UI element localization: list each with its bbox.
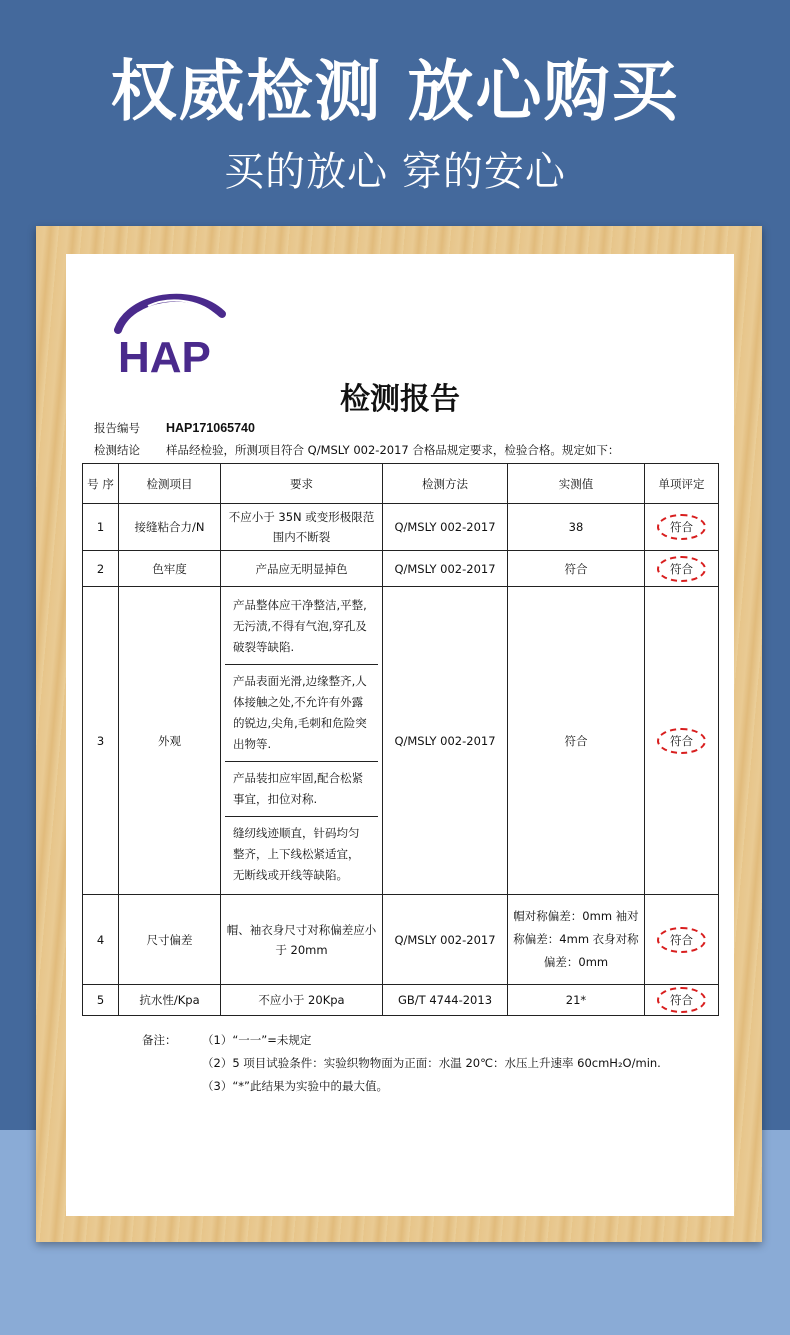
row-no: 5 xyxy=(83,985,119,1016)
requirement-sub-item: 产品整体应干净整洁,平整,无污渍,不得有气泡,穿孔及破裂等缺陷. xyxy=(225,589,378,665)
col-header-no: 号 序 xyxy=(83,464,119,504)
row-item: 抗水性/Kpa xyxy=(119,985,221,1016)
row-verdict-cell xyxy=(645,985,719,1016)
banner-headline: 权威检测 放心购买 xyxy=(110,53,680,130)
pass-stamp: 符合 xyxy=(657,987,706,1013)
hap-logo xyxy=(110,284,230,380)
row-requirement: 不应小于 20Kpa xyxy=(221,985,383,1016)
row-method: Q/MSLY 002-2017 xyxy=(383,895,508,985)
row-no: 3 xyxy=(83,587,119,895)
row-verdict-cell xyxy=(645,895,719,985)
table-row xyxy=(83,551,719,587)
row-requirement-list xyxy=(221,587,383,895)
wooden-frame xyxy=(36,226,762,1242)
row-verdict-cell xyxy=(645,551,719,587)
report-number-value: HAP171065740 xyxy=(166,421,255,435)
row-verdict-cell xyxy=(645,587,719,895)
banner-subline: 买的放心 穿的安心 xyxy=(224,149,566,195)
pass-stamp: 符合 xyxy=(657,556,706,582)
row-verdict-cell xyxy=(645,504,719,551)
row-value: 38 xyxy=(508,504,645,551)
col-header-item: 检测项目 xyxy=(119,464,221,504)
row-no: 1 xyxy=(83,504,119,551)
table-row xyxy=(83,587,719,895)
test-results-table xyxy=(82,463,719,1016)
row-method: Q/MSLY 002-2017 xyxy=(383,504,508,551)
row-method: Q/MSLY 002-2017 xyxy=(383,551,508,587)
row-item: 色牢度 xyxy=(119,551,221,587)
report-paper xyxy=(66,254,734,1216)
row-method: GB/T 4744-2013 xyxy=(383,985,508,1016)
pass-stamp: 符合 xyxy=(657,728,706,754)
col-header-value: 实测值 xyxy=(508,464,645,504)
conclusion-line xyxy=(94,442,619,458)
col-header-verdict: 单项评定 xyxy=(645,464,719,504)
row-item: 尺寸偏差 xyxy=(119,895,221,985)
row-value: 21* xyxy=(508,985,645,1016)
requirement-sub-item: 产品表面光滑,边缘整齐,人体接触之处,不允许有外露的锐边,尖角,毛刺和危险突出物等. xyxy=(225,665,378,762)
logo-text: HAP xyxy=(118,333,211,380)
row-value: 符合 xyxy=(508,587,645,895)
note-item: （2）5 项目试验条件：实验织物物面为正面：水温 20℃：水压上升速率 60cmH₂O/min. xyxy=(202,1056,661,1070)
report-number-line xyxy=(94,420,255,436)
row-item: 接缝粘合力/N xyxy=(119,504,221,551)
pass-stamp: 符合 xyxy=(657,927,706,953)
requirement-sub-item: 缝纫线迹顺直，针码均匀整齐，上下线松紧适宜，无断线或开线等缺陷。 xyxy=(233,826,360,882)
table-header-row xyxy=(83,464,719,504)
col-header-requirement: 要求 xyxy=(221,464,383,504)
notes-label: 备注： xyxy=(142,1033,177,1047)
note-item: （3）“*”此结果为实验中的最大值。 xyxy=(202,1079,388,1093)
row-item: 外观 xyxy=(119,587,221,895)
report-notes xyxy=(142,1029,661,1098)
row-no: 2 xyxy=(83,551,119,587)
row-requirement: 不应小于 35N 或变形极限范围内不断裂 xyxy=(221,504,383,551)
note-item: （1）“一一”=未规定 xyxy=(202,1033,312,1047)
row-value: 帽对称偏差：0mm 袖对称偏差：4mm 衣身对称偏差：0mm xyxy=(508,895,645,985)
row-requirement: 产品应无明显掉色 xyxy=(221,551,383,587)
report-title: 检测报告 xyxy=(340,382,460,417)
row-method: Q/MSLY 002-2017 xyxy=(383,587,508,895)
requirement-sub-item: 产品装扣应牢固,配合松紧事宜，扣位对称. xyxy=(225,762,378,817)
report-number-label: 报告编号 xyxy=(94,421,140,435)
table-row xyxy=(83,985,719,1016)
conclusion-label: 检测结论 xyxy=(94,443,140,457)
pass-stamp: 符合 xyxy=(657,514,706,540)
table-row xyxy=(83,504,719,551)
row-no: 4 xyxy=(83,895,119,985)
table-row xyxy=(83,895,719,985)
conclusion-text: 样品经检验，所测项目符合 Q/MSLY 002-2017 合格品规定要求，检验合格。规定如下： xyxy=(166,443,620,457)
row-value: 符合 xyxy=(508,551,645,587)
col-header-method: 检测方法 xyxy=(383,464,508,504)
row-requirement: 帽、袖衣身尺寸对称偏差应小于 20mm xyxy=(221,895,383,985)
